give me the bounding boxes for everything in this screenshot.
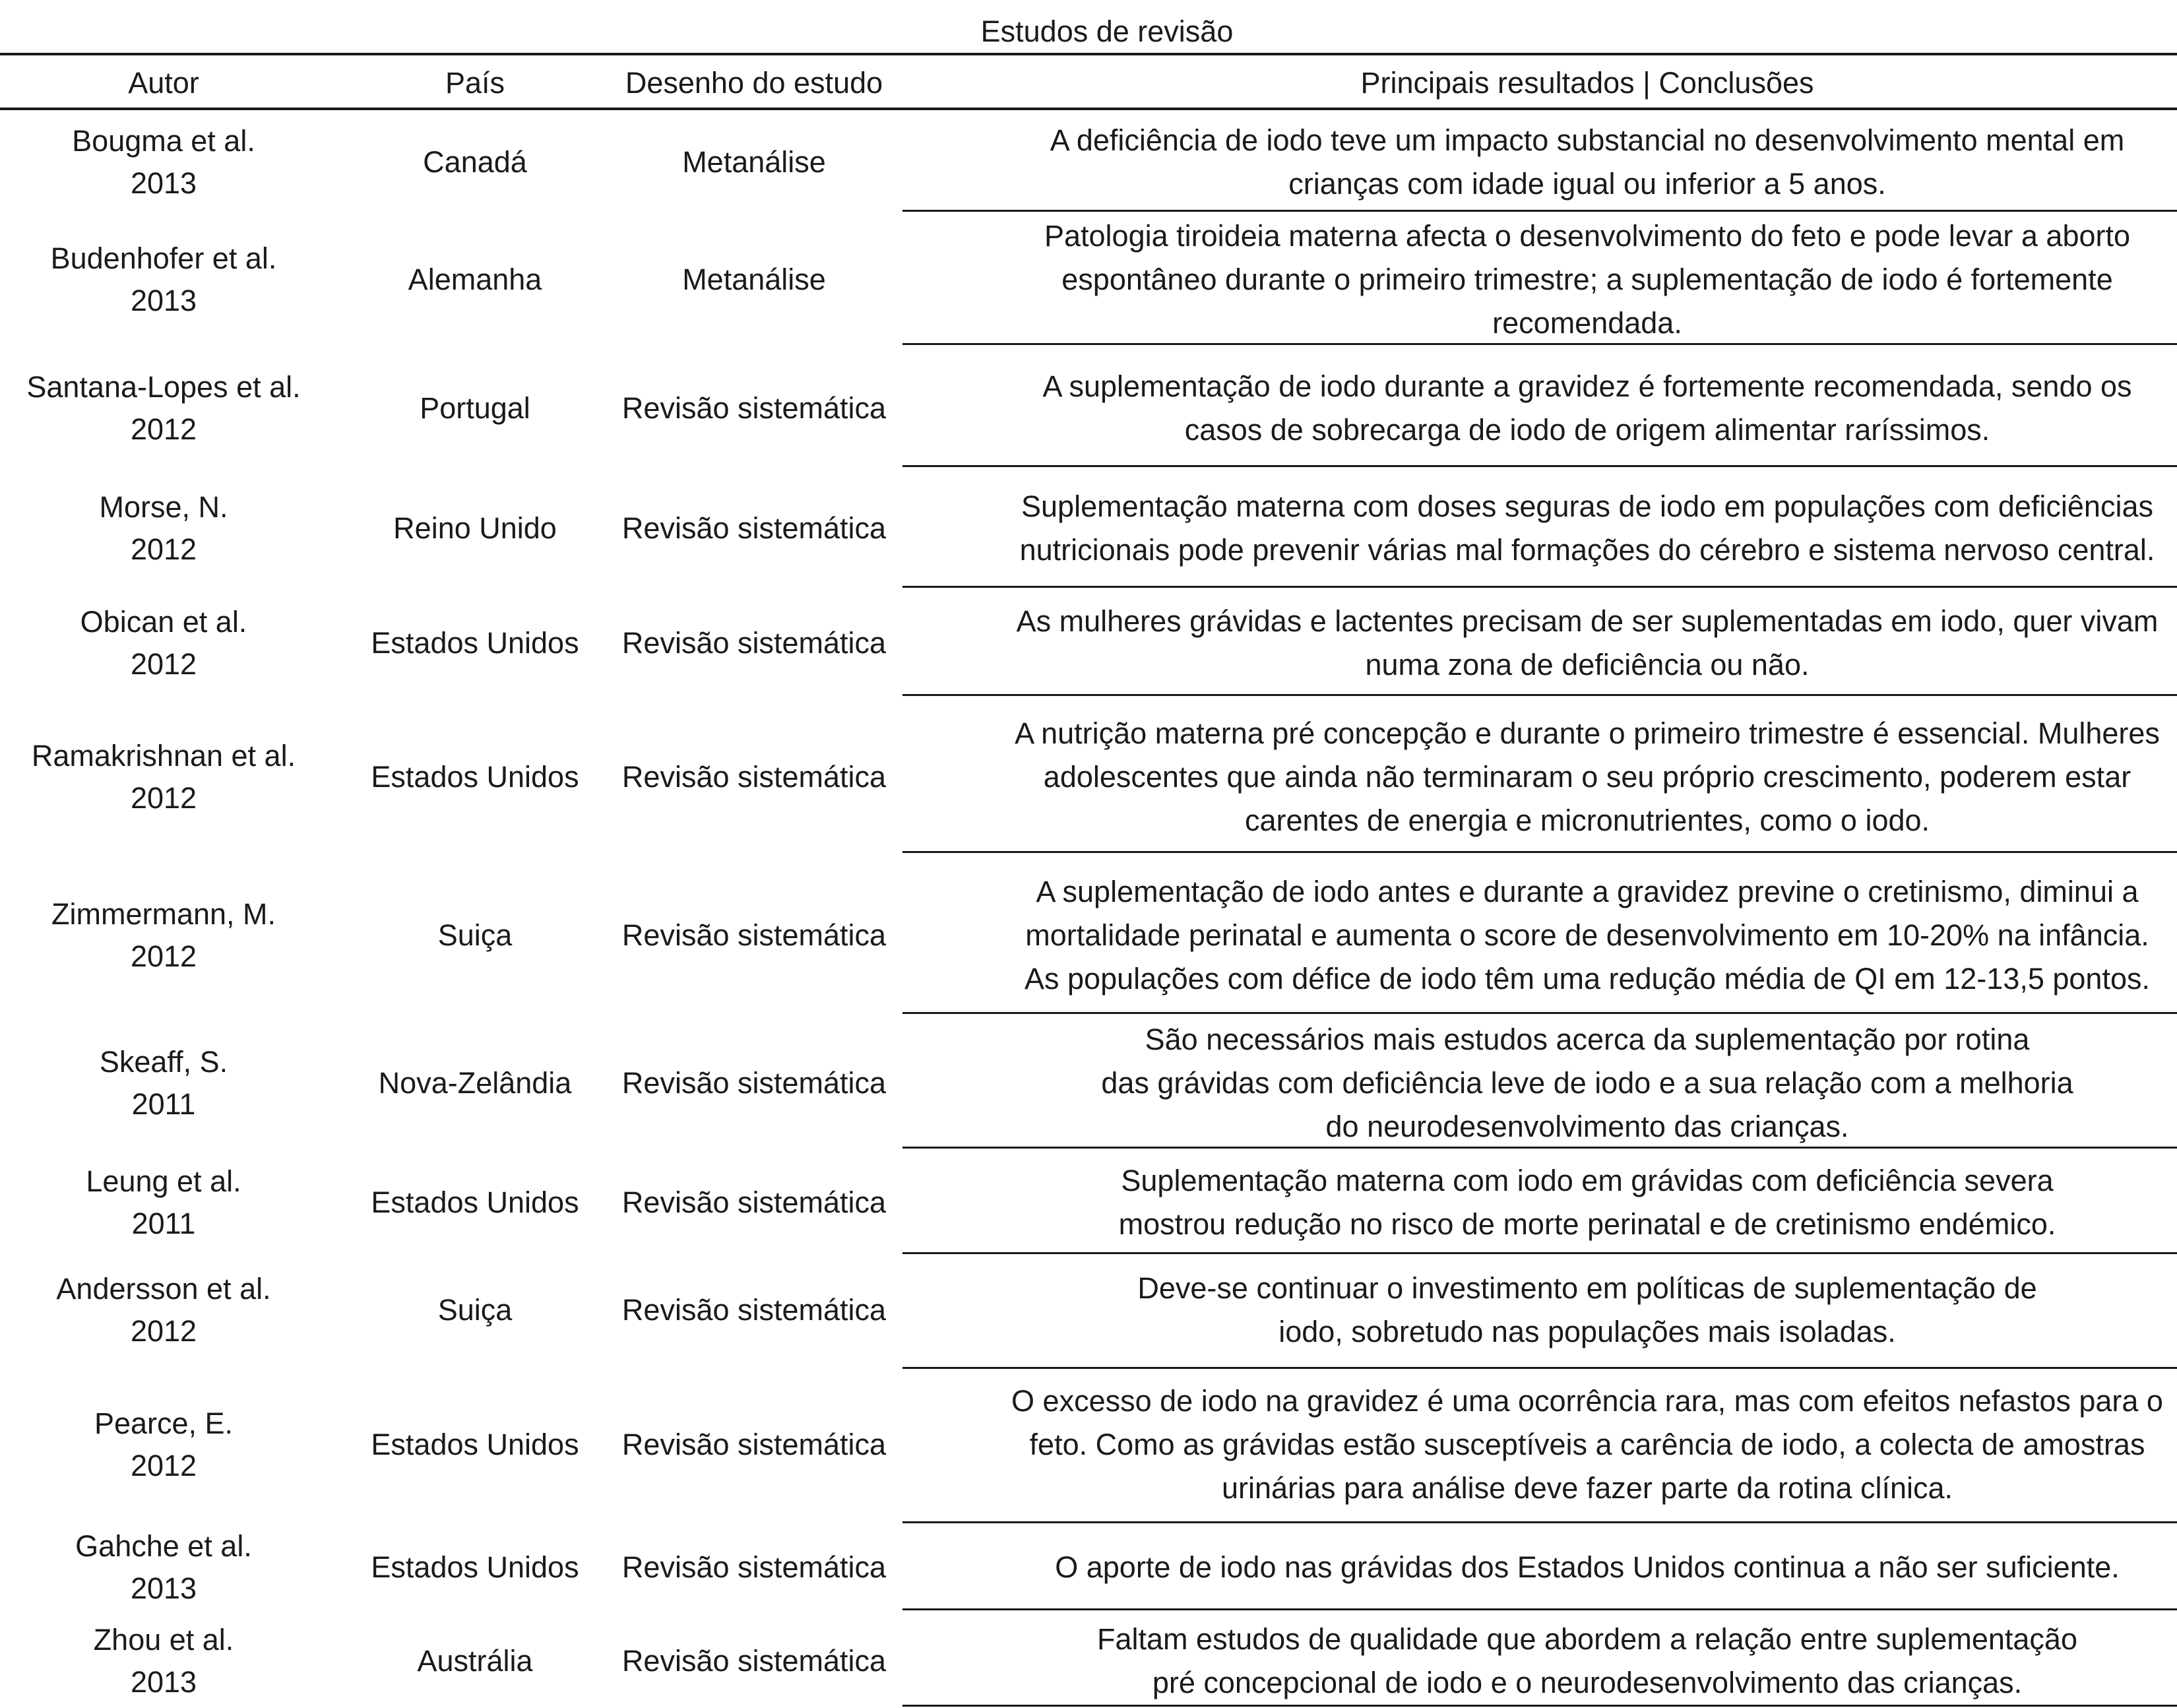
- row-year: 2012: [130, 1449, 197, 1482]
- row-result-line: Suplementação materna com iodo em grávidas com deficiência severa: [1121, 1164, 2054, 1197]
- row-country: Estados Unidos: [371, 1428, 579, 1461]
- row-result-line: As mulheres grávidas e lactentes precisam de ser suplementadas em iodo, quer vivam: [1016, 604, 2159, 638]
- row-result-line: Suplementação materna com doses seguras de iodo em populações com deficiências: [1021, 490, 2153, 523]
- row-author: Gahche et al.: [75, 1529, 252, 1563]
- row-author: Pearce, E.: [94, 1407, 234, 1440]
- row-design: Revisão sistemática: [621, 760, 887, 794]
- row-design: Metanálise: [682, 145, 826, 179]
- row-design: Revisão sistemática: [621, 1644, 887, 1678]
- row-result-line: O excesso de iodo na gravidez é uma ocorrência rara, mas com efeitos nefastos para o: [1011, 1384, 2163, 1418]
- row-result-line: A suplementação de iodo antes e durante a gravidez previne o cretinismo, diminui a: [1036, 875, 2139, 908]
- row-year: 2012: [130, 412, 197, 446]
- row-design: Revisão sistemática: [621, 1066, 887, 1100]
- row-result-line: nutricionais pode prevenir várias mal formações do cérebro e sistema nervoso central.: [1019, 533, 2155, 567]
- row-design: Revisão sistemática: [621, 1550, 887, 1584]
- row-result-line: do neurodesenvolvimento das crianças.: [1325, 1110, 1849, 1143]
- row-separator: [902, 465, 2177, 467]
- row-result-line: mortalidade perinatal e aumenta o score de desenvolvimento em 10-20% na infância.: [1025, 918, 2149, 952]
- row-result-line: São necessários mais estudos acerca da suplementação por rotina: [1145, 1023, 2030, 1056]
- row-year: 2012: [130, 939, 197, 973]
- row-result-line: Faltam estudos de qualidade que abordem a relação entre suplementação: [1097, 1622, 2077, 1656]
- row-separator: [902, 1147, 2177, 1149]
- row-result-line: Patologia tiroideia materna afecta o desenvolvimento do feto e pode levar a aborto: [1044, 219, 2131, 253]
- row-author: Skeaff, S.: [99, 1045, 228, 1079]
- row-year: 2012: [130, 781, 197, 815]
- row-design: Revisão sistemática: [621, 511, 887, 545]
- row-author: Leung et al.: [86, 1164, 241, 1198]
- row-result-line: A deficiência de iodo teve um impacto substancial no desenvolvimento mental em: [1050, 123, 2125, 157]
- row-country: Suiça: [437, 918, 513, 952]
- row-result-line: A nutrição materna pré concepção e durante o primeiro trimestre é essencial. Mulheres: [1015, 716, 2160, 750]
- row-country: Austrália: [417, 1644, 533, 1678]
- row-country: Estados Unidos: [371, 760, 579, 794]
- row-country: Canadá: [423, 145, 527, 179]
- row-result-line: iodo, sobretudo nas populações mais isoladas.: [1278, 1315, 1896, 1348]
- row-year: 2012: [130, 1314, 197, 1348]
- row-country: Nova-Zelândia: [378, 1066, 572, 1100]
- row-country: Estados Unidos: [371, 1550, 579, 1584]
- row-separator: [902, 343, 2177, 345]
- row-result-line: urinárias para análise deve fazer parte da rotina clínica.: [1221, 1471, 1953, 1505]
- row-separator: [902, 1521, 2177, 1523]
- row-separator: [902, 851, 2177, 853]
- row-result-line: feto. Como as grávidas estão susceptíveis a carência de iodo, a colecta de amostras: [1029, 1428, 2145, 1461]
- row-year: 2013: [130, 1665, 197, 1699]
- row-result-line: carentes de energia e micronutrientes, como o iodo.: [1244, 804, 1930, 837]
- row-result-line: mostrou redução no risco de morte perinatal e de cretinismo endémico.: [1118, 1207, 2056, 1241]
- row-result-line: adolescentes que ainda não terminaram o seu próprio crescimento, poderem estar: [1043, 760, 2131, 794]
- row-year: 2012: [130, 532, 197, 566]
- row-result-line: crianças com idade igual ou inferior a 5 anos.: [1288, 167, 1886, 201]
- row-separator: [902, 1608, 2177, 1610]
- row-result-line: espontâneo durante o primeiro trimestre; a suplementação de iodo é fortemente: [1061, 263, 2113, 296]
- row-author: Obican et al.: [80, 605, 247, 639]
- row-separator: [902, 1012, 2177, 1014]
- row-separator: [902, 210, 2177, 212]
- row-result-line: recomendada.: [1492, 306, 1682, 340]
- row-author: Ramakrishnan et al.: [31, 739, 296, 773]
- row-result-line: A suplementação de iodo durante a gravidez é fortemente recomendada, sendo os: [1042, 369, 2132, 403]
- row-result-line: Deve-se continuar o investimento em políticas de suplementação de: [1137, 1271, 2037, 1305]
- row-year: 2011: [131, 1087, 196, 1121]
- row-year: 2013: [130, 284, 197, 317]
- row-country: Estados Unidos: [371, 1186, 579, 1219]
- row-author: Bougma et al.: [72, 124, 255, 158]
- row-year: 2013: [130, 166, 197, 200]
- row-country: Estados Unidos: [371, 626, 579, 660]
- row-result-line: das grávidas com deficiência leve de iodo e a sua relação com a melhoria: [1101, 1066, 2073, 1100]
- row-year: 2013: [130, 1571, 197, 1605]
- row-separator: [902, 586, 2177, 588]
- header-results: Principais resultados | Conclusões: [1360, 66, 1814, 100]
- row-separator: [902, 1367, 2177, 1369]
- row-design: Revisão sistemática: [621, 626, 887, 660]
- row-year: 2011: [131, 1207, 196, 1240]
- row-country: Reino Unido: [393, 511, 557, 545]
- row-separator: [902, 1252, 2177, 1254]
- row-design: Revisão sistemática: [621, 1186, 887, 1219]
- header-design: Desenho do estudo: [625, 66, 883, 100]
- row-country: Suiça: [437, 1293, 513, 1327]
- row-country: Alemanha: [408, 263, 542, 296]
- header-author: Autor: [128, 66, 199, 100]
- row-country: Portugal: [420, 391, 530, 425]
- row-design: Revisão sistemática: [621, 1428, 887, 1461]
- row-author: Andersson et al.: [56, 1272, 271, 1306]
- row-design: Metanálise: [682, 263, 826, 296]
- row-author: Zimmermann, M.: [51, 897, 276, 931]
- row-separator: [902, 694, 2177, 696]
- row-design: Revisão sistemática: [621, 391, 887, 425]
- row-result-line: pré concepcional de iodo e o neurodesenvolvimento das crianças.: [1152, 1666, 2023, 1699]
- row-author: Santana-Lopes et al.: [26, 370, 301, 404]
- row-result-line: numa zona de deficiência ou não.: [1365, 648, 1810, 681]
- row-result-line: As populações com défice de iodo têm uma redução média de QI em 12-13,5 pontos.: [1024, 962, 2151, 996]
- row-design: Revisão sistemática: [621, 1293, 887, 1327]
- row-separator: [902, 1705, 2177, 1707]
- row-year: 2012: [130, 647, 197, 681]
- row-author: Budenhofer et al.: [50, 241, 277, 275]
- row-result-line: O aporte de iodo nas grávidas dos Estados Unidos continua a não ser suficiente.: [1055, 1550, 2120, 1584]
- rule-header: [0, 108, 2177, 110]
- rule-top: [0, 53, 2177, 55]
- header-country: País: [445, 66, 505, 100]
- table-title: Estudos de revisão: [980, 15, 1234, 48]
- row-author: Zhou et al.: [93, 1623, 234, 1657]
- row-result-line: casos de sobrecarga de iodo de origem alimentar raríssimos.: [1184, 413, 1990, 447]
- row-design: Revisão sistemática: [621, 918, 887, 952]
- row-author: Morse, N.: [99, 490, 228, 524]
